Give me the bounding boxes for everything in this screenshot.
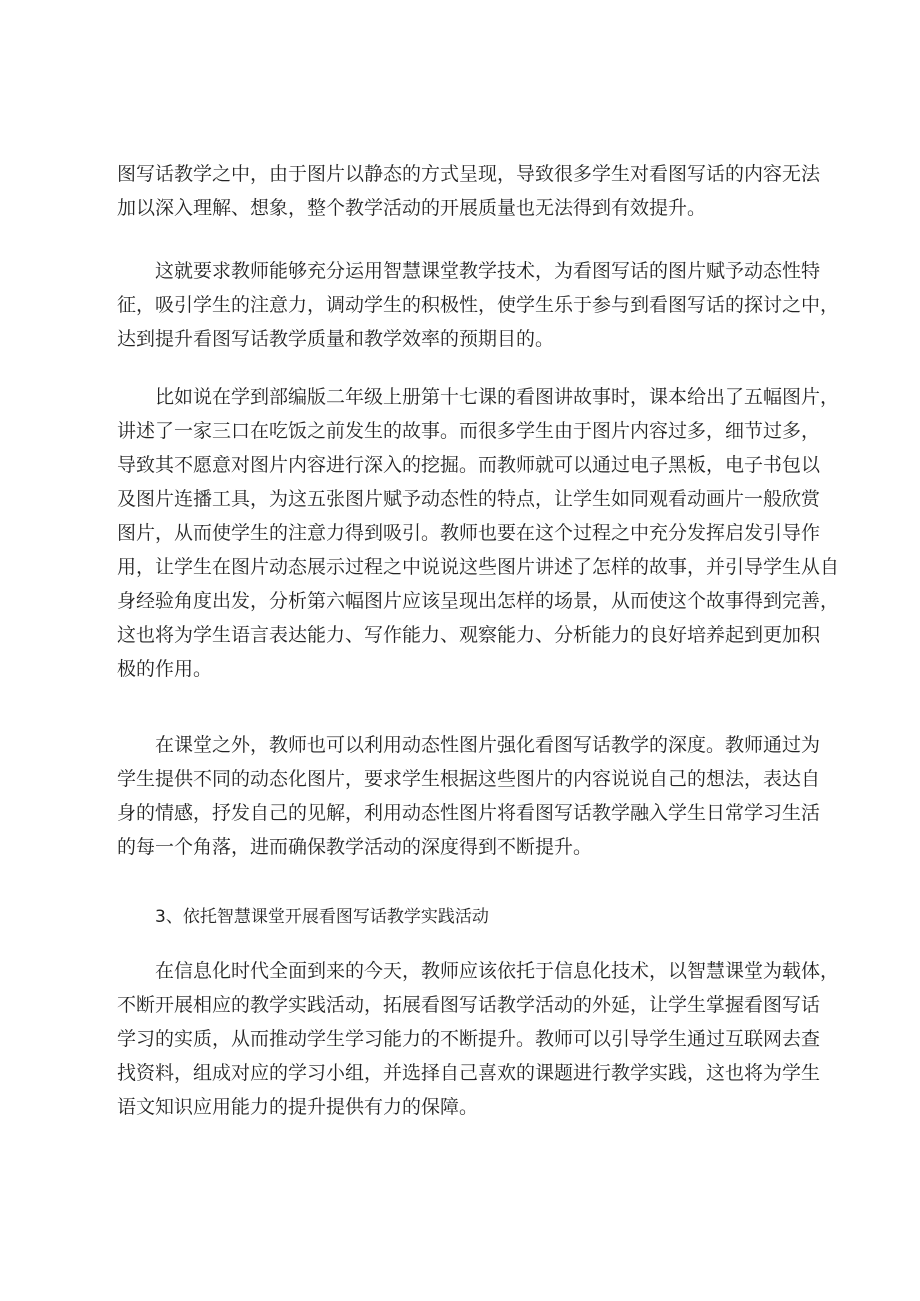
text-line: 图片，从而使学生的注意力得到吸引。教师也要在这个过程之中充分发挥启发引导作	[117, 522, 821, 544]
text-line: 在课堂之外，教师也可以利用动态性图片强化看图写话教学的深度。教师通过为	[155, 734, 821, 756]
text-line: 找资料，组成对应的学习小组，并选择自己喜欢的课题进行教学实践，这也将为学生	[117, 1062, 821, 1084]
text-line: 用，让学生在图片动态展示过程之中说说这些图片讲述了怎样的故事，并引导学生从自	[117, 556, 840, 578]
text-line: 比如说在学到部编版二年级上册第十七课的看图讲故事时，课本给出了五幅图片，	[155, 386, 840, 408]
text-line: 达到提升看图写话教学质量和教学效率的预期目的。	[117, 328, 555, 350]
text-line: 及图片连播工具，为这五张图片赋予动态性的特点，让学生如同观看动画片一般欣赏	[117, 488, 821, 510]
text-line: 这也将为学生语言表达能力、写作能力、观察能力、分析能力的良好培养起到更加积	[117, 624, 821, 646]
text-line: 导致其不愿意对图片内容进行深入的挖掘。而教师就可以通过电子黑板，电子书包以	[117, 454, 821, 476]
text-line: 的每一个角落，进而确保教学活动的深度得到不断提升。	[117, 836, 593, 858]
text-line: 学生提供不同的动态化图片，要求学生根据这些图片的内容说说自己的想法，表达自	[117, 768, 821, 790]
section-heading	[117, 900, 797, 934]
section-heading-text: 3、依托智慧课堂开展看图写话教学实践活动	[155, 907, 489, 927]
text-line: 这就要求教师能够充分运用智慧课堂教学技术，为看图写话的图片赋予动态性特	[155, 260, 821, 282]
text-line: 语文知识应用能力的提升提供有力的保障。	[117, 1096, 479, 1118]
paragraph-example	[117, 380, 840, 686]
text-line: 图写话教学之中，由于图片以静态的方式呈现，导致很多学生对看图写话的内容无法	[117, 163, 821, 185]
text-line: 身的情感，抒发自己的见解，利用动态性图片将看图写话教学融入学生日常学习生活	[117, 802, 821, 824]
paragraph-requirement	[117, 254, 840, 356]
paragraph-practice	[117, 954, 840, 1124]
text-line: 身经验角度出发，分析第六幅图片应该呈现出怎样的场景，从而使这个故事得到完善，	[117, 590, 840, 612]
text-line: 在信息化时代全面到来的今天，教师应该依托于信息化技术，以智慧课堂为载体，	[155, 960, 840, 982]
text-line: 讲述了一家三口在吃饭之前发生的故事。而很多学生由于图片内容过多，细节过多，	[117, 420, 821, 442]
paragraph-outside-class	[117, 728, 821, 864]
paragraph-continuation	[117, 157, 821, 225]
text-line: 极的作用。	[117, 658, 213, 680]
text-line: 征，吸引学生的注意力，调动学生的积极性，使学生乐于参与到看图写话的探讨之中，	[117, 294, 840, 316]
text-line: 加以深入理解、想象，整个教学活动的开展质量也无法得到有效提升。	[117, 197, 707, 219]
text-line: 学习的实质，从而推动学生学习能力的不断提升。教师可以引导学生通过互联网去查	[117, 1028, 821, 1050]
text-line: 不断开展相应的教学实践活动，拓展看图写话教学活动的外延，让学生掌握看图写话	[117, 994, 821, 1016]
